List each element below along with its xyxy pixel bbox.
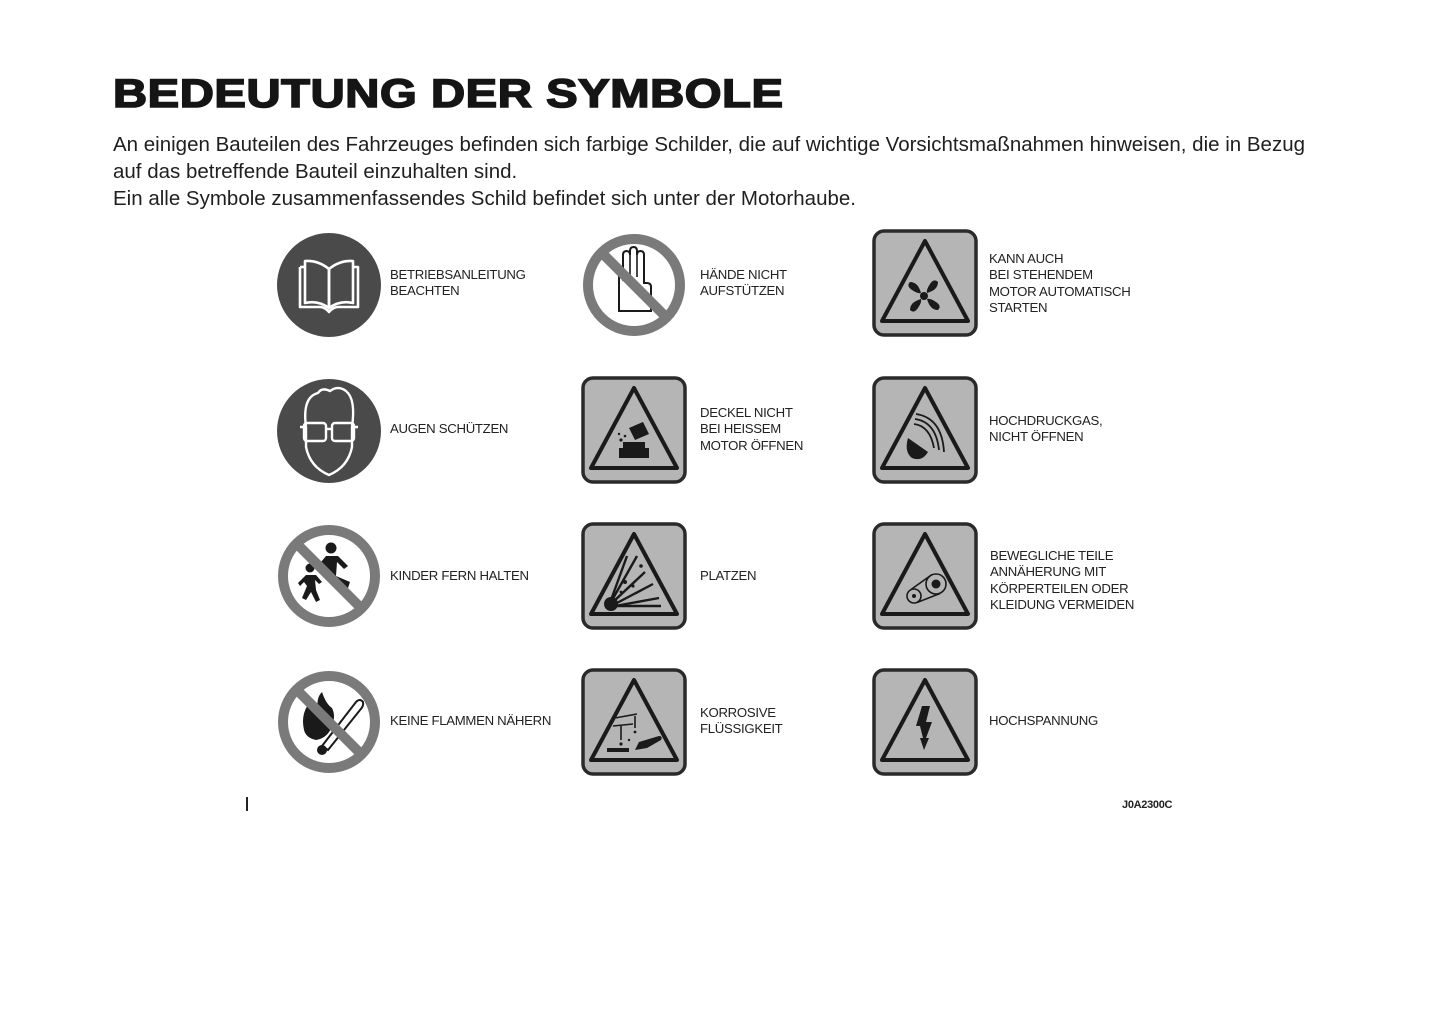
page-title: BEDEUTUNG DER SYMBOLE bbox=[113, 72, 784, 116]
book-icon bbox=[276, 231, 382, 339]
symbol-label: HÄNDE NICHT AUFSTÜTZEN bbox=[700, 267, 787, 299]
symbol-label: BETRIEBSANLEITUNG BEACHTEN bbox=[390, 267, 526, 299]
symbol-label: AUGEN SCHÜTZEN bbox=[390, 421, 509, 436]
intro-text bbox=[113, 131, 1313, 212]
symbol-label: KANN AUCH BEI STEHENDEM MOTOR AUTOMATISCH STARTEN bbox=[989, 251, 1131, 315]
high-voltage-warning-icon bbox=[872, 668, 978, 776]
children-prohibited-icon bbox=[276, 522, 382, 630]
symbol-label: DECKEL NICHT BEI HEISSEM MOTOR ÖFFNEN bbox=[700, 405, 804, 453]
hand-prohibited-icon bbox=[581, 231, 687, 339]
goggles-icon bbox=[276, 377, 382, 485]
intro-paragraph-2: Ein alle Symbole zusammenfassendes Schild befindet sich unter der Motorhaube. bbox=[113, 187, 856, 210]
symbol-label: HOCHDRUCKGAS, NICHT ÖFFNEN bbox=[989, 413, 1103, 445]
corrosive-warning-icon bbox=[581, 668, 687, 776]
moving-parts-warning-icon bbox=[872, 522, 978, 630]
symbol-label: HOCHSPANNUNG bbox=[989, 713, 1098, 728]
no-flames-icon bbox=[276, 668, 382, 776]
explosion-warning-icon bbox=[581, 522, 687, 630]
fan-warning-icon bbox=[872, 229, 978, 337]
symbol-label: PLATZEN bbox=[700, 568, 757, 583]
symbol-label: KEINE FLAMMEN NÄHERN bbox=[390, 713, 552, 728]
pressure-gas-warning-icon bbox=[872, 376, 978, 484]
page-marker bbox=[246, 797, 248, 811]
symbol-label: KINDER FERN HALTEN bbox=[390, 568, 529, 583]
intro-paragraph-1: An einigen Bauteilen des Fahrzeuges befinden sich farbige Schilder, die auf wichtige Vorsichtsmaßnahmen hinweisen, die in Bezug auf das betreffende Bauteil einzuhalten sind. bbox=[113, 133, 1306, 183]
hot-cap-warning-icon bbox=[581, 376, 687, 484]
symbol-label: KORROSIVE FLÜSSIGKEIT bbox=[700, 705, 783, 737]
symbol-label: BEWEGLICHE TEILE ANNÄHERUNG MIT KÖRPERTEILEN ODER KLEIDUNG VERMEIDEN bbox=[990, 548, 1135, 612]
figure-code: J0A2300C bbox=[1122, 799, 1173, 811]
